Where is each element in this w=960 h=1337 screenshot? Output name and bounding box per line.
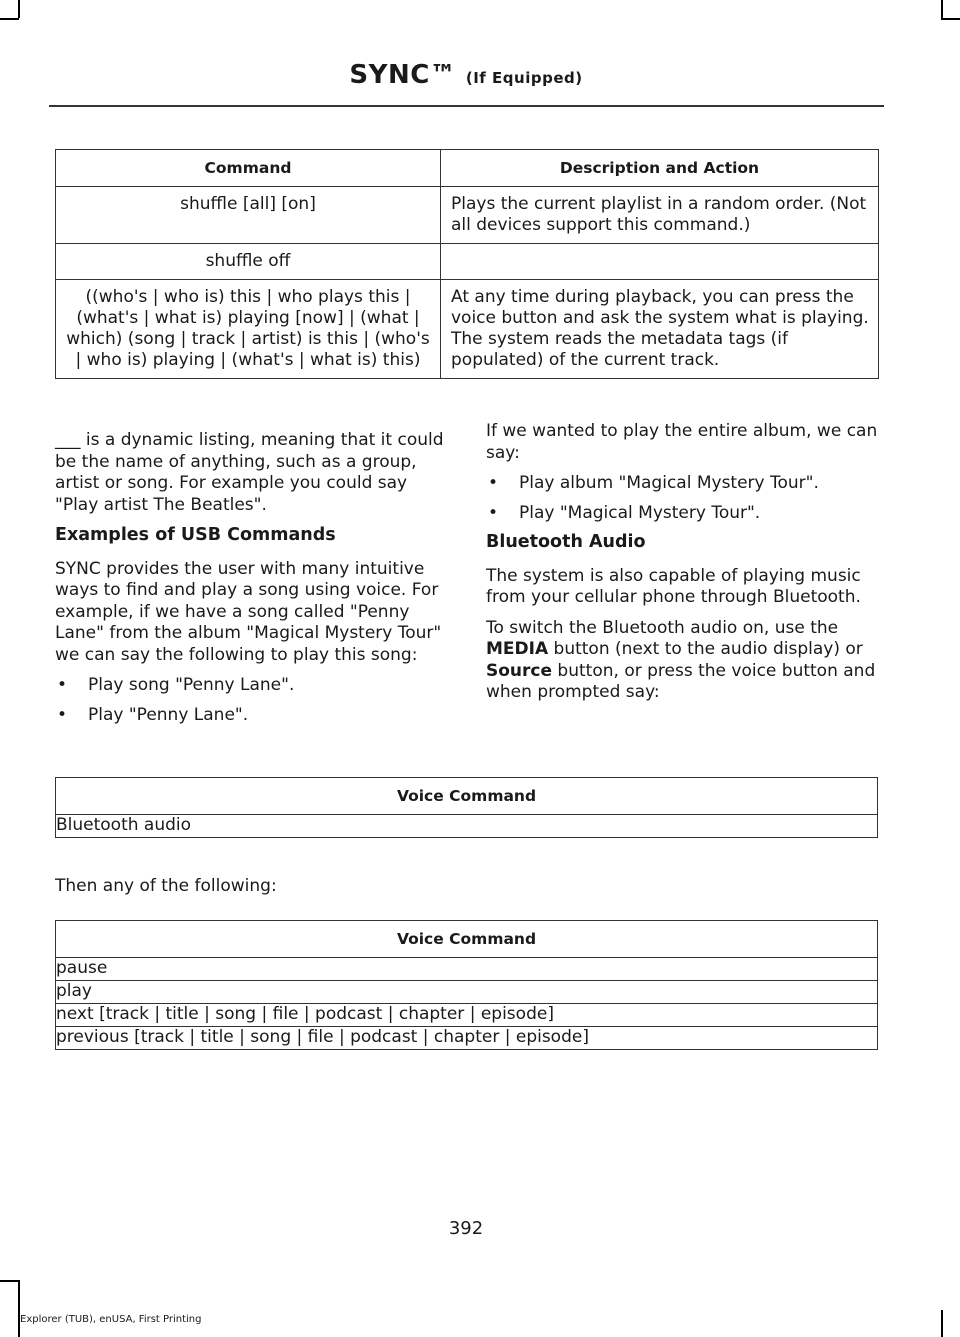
table-row — [56, 244, 879, 280]
paragraph: If we wanted to play the entire album, we can say: — [486, 421, 878, 463]
table-row — [56, 187, 879, 244]
paragraph — [486, 618, 881, 704]
command-cell: Bluetooth audio — [56, 815, 878, 838]
table-header-row — [56, 778, 878, 815]
crop-mark — [18, 0, 20, 18]
media-button-label: MEDIA — [486, 639, 549, 659]
page-number: 392 — [448, 1218, 484, 1239]
text-run: To switch the Bluetooth audio on, use the — [486, 617, 839, 638]
command-cell: next [track | title | song | file | podcast | chapter | episode] — [56, 1004, 878, 1027]
crop-mark — [941, 0, 943, 18]
table-row — [56, 1027, 878, 1050]
list-item: • Play "Magical Mystery Tour". — [486, 503, 881, 525]
description-cell — [441, 244, 879, 280]
text-run: button, or press the voice button and when prompted say: — [486, 660, 876, 702]
list-item: • Play song "Penny Lane". — [55, 675, 450, 697]
command-table — [55, 149, 879, 379]
column-header: Description and Action — [441, 150, 879, 187]
voice-command-table — [55, 920, 878, 1050]
right-column — [486, 421, 881, 713]
text-run: button (next to the audio display) or — [548, 639, 863, 659]
voice-command-table — [55, 777, 878, 838]
crop-mark — [0, 1280, 19, 1282]
bullet-list — [486, 473, 881, 524]
column-header: Voice Command — [56, 778, 878, 815]
footer-text: Explorer (TUB), enUSA, First Printing — [20, 1314, 202, 1325]
bullet-list — [55, 675, 450, 726]
source-button-label: Source — [486, 660, 553, 681]
command-cell: shuffle [all] [on] — [56, 187, 441, 244]
header-divider — [49, 105, 884, 107]
table-row — [56, 958, 878, 981]
header-title: SYNC™ — [349, 60, 457, 90]
table-row — [56, 981, 878, 1004]
paragraph: The system is also capable of playing music from your cellular phone through Bluetooth. — [486, 565, 861, 607]
table-header-row — [56, 921, 878, 958]
list-item: • Play album "Magical Mystery Tour". — [486, 473, 881, 495]
table-row — [56, 280, 879, 379]
left-column — [55, 430, 450, 734]
section-heading: Bluetooth Audio — [486, 532, 646, 552]
section-heading: Examples of USB Commands — [55, 525, 336, 545]
column-header: Command — [56, 150, 441, 187]
command-cell: shuffle off — [56, 244, 441, 280]
list-item: • Play "Penny Lane". — [55, 705, 450, 727]
paragraph: ___ is a dynamic listing, meaning that it could be the name of anything, such as a group, artist or song. For example you could say "Play artist The Beatles". — [55, 430, 444, 515]
header-subtitle: (If Equipped) — [465, 69, 583, 87]
command-cell: pause — [56, 958, 878, 981]
table-header-row — [56, 150, 879, 187]
paragraph: SYNC provides the user with many intuitive ways to find and play a song using voice. For example, if we have a song called "Penny Lane" from the album "Magical Mystery Tour" we can say the following to play this song: — [55, 558, 442, 665]
table-row — [56, 1004, 878, 1027]
description-cell: At any time during playback, you can press the voice button and ask the system what is playing. The system reads the metadata tags (if populated) of the current track. — [441, 280, 879, 379]
column-header: Voice Command — [56, 921, 878, 958]
crop-mark — [941, 1310, 943, 1337]
command-cell: play — [56, 981, 878, 1004]
command-cell: previous [track | title | song | file | podcast | chapter | episode] — [56, 1027, 878, 1050]
description-cell: Plays the current playlist in a random order. (Not all devices support this command.) — [441, 187, 879, 244]
page-header — [0, 60, 932, 90]
crop-mark — [0, 18, 19, 20]
table-row — [56, 815, 878, 838]
crop-mark — [941, 18, 960, 20]
crop-mark — [18, 1280, 20, 1337]
command-cell: ((who's | who is) this | who plays this | (what's | what is) playing [now] | (what | which) (song | track | artist) is this | (who's | who is) playing | (what's | what is) this) — [56, 280, 441, 379]
paragraph: Then any of the following: — [55, 876, 277, 896]
